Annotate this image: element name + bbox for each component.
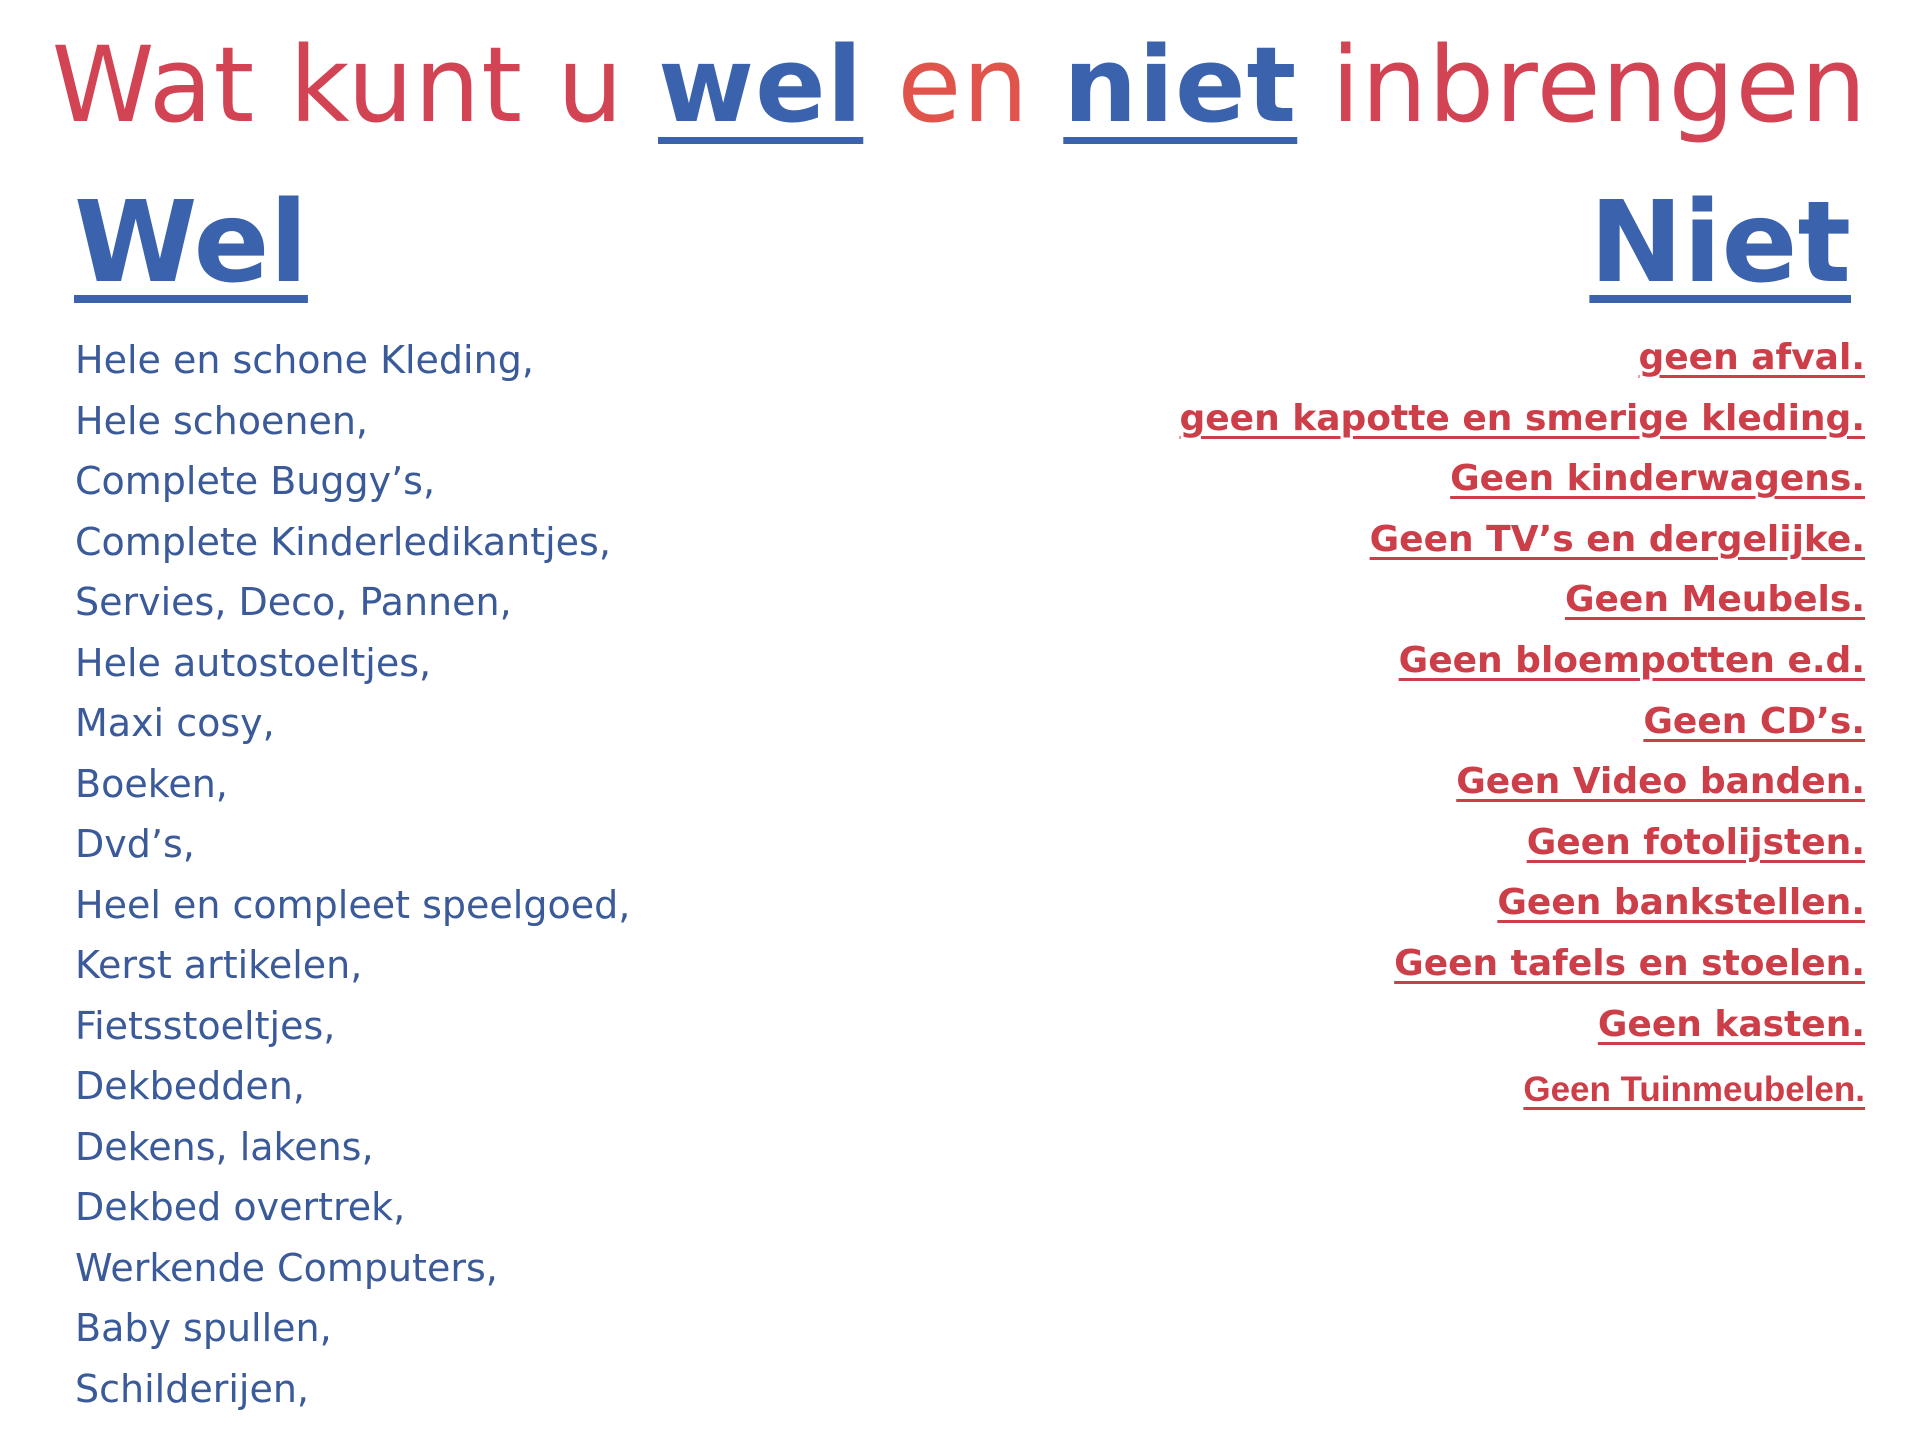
niet-heading: Niet: [1589, 178, 1851, 308]
niet-item: geen afval.: [1638, 337, 1865, 378]
niet-item: Geen Meubels.: [1564, 579, 1865, 621]
wel-item: Dekens, lakens,: [75, 1124, 374, 1169]
niet-item: Geen CD’s.: [1643, 700, 1865, 742]
wel-item: Hele schoenen,: [75, 398, 368, 443]
niet-item: Geen fotolijsten.: [1526, 821, 1865, 863]
niet-item: geen kapotte en smerige kleding.: [1179, 397, 1865, 439]
wel-item: Dekbed overtrek,: [75, 1185, 406, 1229]
wel-item: Werkende Computers,: [75, 1245, 498, 1290]
page-title: [0, 22, 1919, 148]
wel-item: Hele autostoeltjes,: [75, 640, 432, 685]
niet-item: Geen kinderwagens.: [1450, 458, 1865, 500]
wel-item: Hele en schone Kleding,: [75, 338, 534, 382]
wel-item: Complete Buggy’s,: [75, 459, 436, 503]
niet-item: Geen bloempotten e.d.: [1398, 639, 1865, 681]
wel-item: Dvd’s,: [75, 822, 195, 866]
title-part2: inbrengen: [1297, 24, 1868, 146]
wel-item: Boeken,: [75, 761, 228, 806]
wel-item: Kerst artikelen,: [75, 943, 363, 987]
niet-item: Geen kasten.: [1597, 1003, 1865, 1045]
wel-item: Schilderijen,: [75, 1366, 309, 1411]
wel-item: Baby spullen,: [75, 1306, 332, 1350]
niet-item: Geen bankstellen.: [1497, 882, 1865, 924]
title-niet: niet: [1063, 24, 1298, 146]
wel-item: Fietsstoeltjes,: [75, 1003, 336, 1048]
niet-item: Geen TV’s en dergelijke.: [1369, 518, 1865, 560]
wel-item: Servies, Deco, Pannen,: [75, 580, 512, 624]
title-part1: Wat kunt u: [51, 24, 659, 146]
niet-item: Geen tafels en stoelen.: [1394, 942, 1865, 984]
wel-item: Dekbedden,: [75, 1064, 305, 1108]
title-en: en: [863, 24, 1064, 146]
wel-item: Complete Kinderledikantjes,: [75, 519, 611, 564]
wel-heading: Wel: [74, 178, 308, 308]
wel-list: [75, 330, 630, 1419]
niet-list: [1180, 328, 1866, 1125]
wel-item: Maxi cosy,: [75, 701, 275, 745]
niet-item: Geen Tuinmeubelen.: [1523, 1070, 1865, 1110]
title-wel: wel: [658, 24, 864, 146]
niet-item: Geen Video banden.: [1456, 761, 1865, 803]
wel-item: Heel en compleet speelgoed,: [75, 882, 631, 927]
